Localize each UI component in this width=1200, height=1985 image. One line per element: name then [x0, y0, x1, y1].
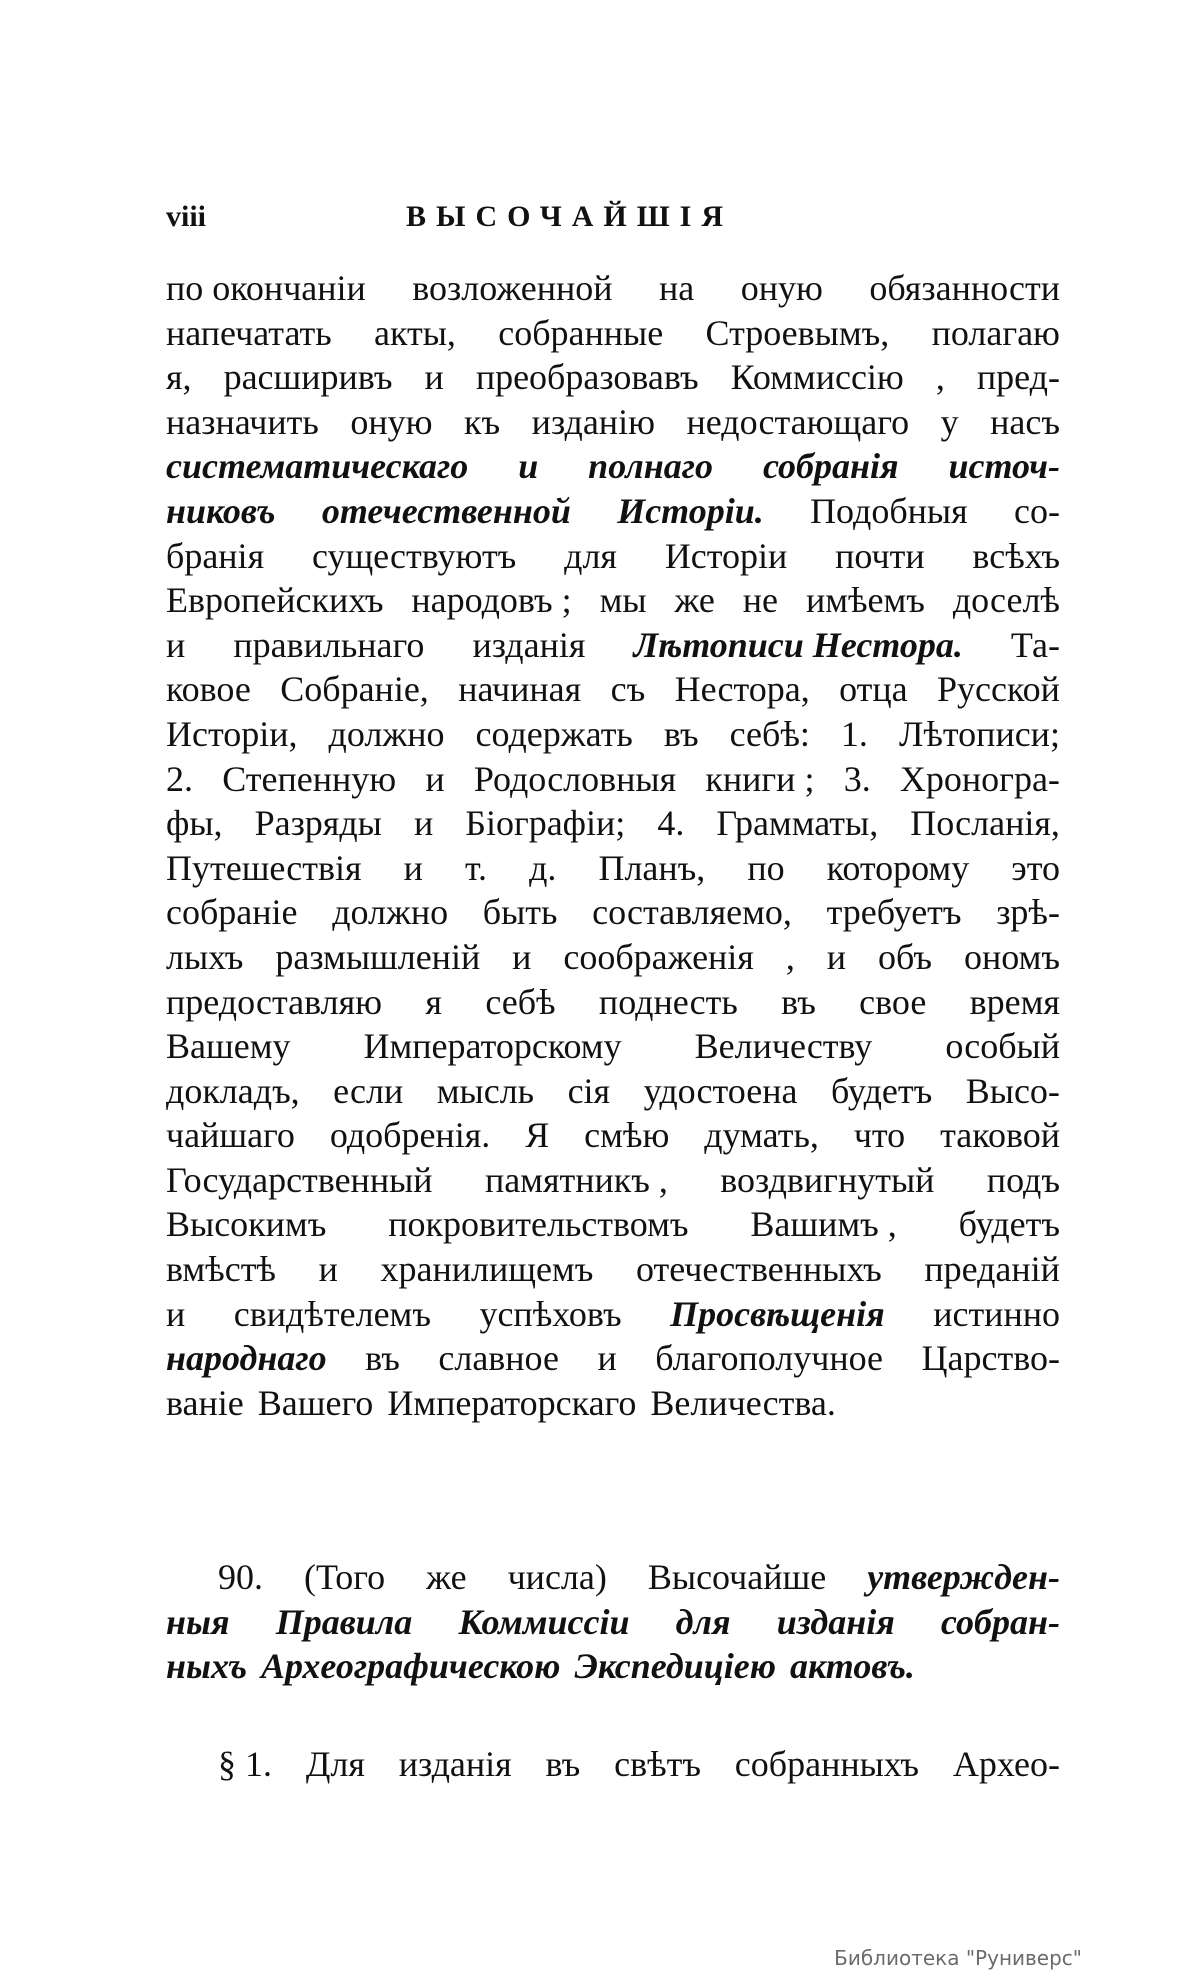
word: будетъ — [830, 1070, 933, 1111]
word: народнаго — [166, 1338, 327, 1379]
word: недостающаго — [686, 401, 910, 442]
word: мы — [599, 580, 647, 621]
text-line — [166, 1644, 1060, 1689]
word: со- — [1014, 490, 1060, 531]
text-line — [166, 266, 1060, 311]
word: же — [674, 580, 715, 621]
word: отца — [839, 669, 908, 710]
word: по окончаніи — [166, 268, 366, 308]
word: Архео- — [952, 1744, 1060, 1784]
word: систематическаго — [166, 446, 469, 487]
text-line — [166, 667, 1060, 712]
text-line — [166, 1069, 1060, 1114]
text-line — [166, 578, 1060, 623]
word: Вашего — [257, 1382, 374, 1423]
word: объ — [878, 936, 933, 977]
running-title: ВЫСОЧАЙШІЯ — [406, 200, 734, 233]
word: хранилищемъ — [380, 1249, 594, 1290]
word: отечественной — [321, 490, 571, 531]
word: Правила — [275, 1601, 413, 1642]
word: расширивъ — [223, 357, 393, 398]
word: Грамматы, — [716, 803, 879, 844]
word: актовъ. — [790, 1646, 915, 1687]
word: одобренія. — [329, 1115, 491, 1156]
text-line — [166, 980, 1060, 1025]
word: Строевымъ, — [705, 312, 890, 353]
word: 1. — [840, 713, 868, 754]
word: начиная — [458, 669, 582, 710]
word: , — [785, 936, 795, 977]
word: всѣхъ — [972, 535, 1060, 576]
word: Величеству — [694, 1026, 873, 1067]
word: благополучное — [655, 1338, 884, 1379]
word: Высо- — [965, 1070, 1060, 1111]
word: (Того — [304, 1557, 386, 1597]
word: 3. — [843, 758, 871, 799]
word: и — [166, 624, 186, 665]
word: полнаго — [588, 446, 714, 487]
word: время — [969, 981, 1060, 1022]
word: Высокимъ — [166, 1204, 327, 1245]
word: для — [564, 535, 617, 576]
word: въ — [663, 713, 699, 754]
text-line — [166, 444, 1060, 489]
word: и — [518, 446, 539, 487]
text-line — [166, 1158, 1060, 1203]
word: Лѣтописи; — [898, 713, 1060, 754]
word: что — [853, 1115, 906, 1156]
word: которому — [826, 847, 970, 888]
word: назначить — [166, 401, 319, 442]
word: Нестора, — [674, 669, 810, 710]
word: ныхъ — [166, 1646, 248, 1687]
word: т. — [464, 847, 487, 888]
word: удостоена — [643, 1070, 798, 1111]
word: Просвѣщенія — [670, 1293, 885, 1334]
word: 2. — [166, 758, 193, 799]
word: числа) — [507, 1557, 607, 1597]
word: таковой — [940, 1115, 1060, 1156]
page-number: viii — [166, 200, 207, 233]
text-line — [166, 311, 1060, 356]
word: книги ; — [705, 758, 815, 799]
word: преобразовавъ — [475, 357, 699, 398]
word: я, — [166, 357, 192, 398]
word: на — [659, 268, 695, 308]
word: предоставляю — [166, 981, 383, 1022]
word: Экспедиціею — [574, 1646, 777, 1687]
word: отечественныхъ — [635, 1249, 882, 1290]
word: преданій — [924, 1249, 1060, 1290]
text-line — [166, 1336, 1060, 1381]
word: Планъ, — [598, 847, 706, 888]
page-header — [150, 200, 1054, 240]
text-line — [166, 1202, 1060, 1247]
word: изданія — [776, 1601, 895, 1642]
text-line — [166, 1600, 1060, 1645]
word: воздвигнутый — [720, 1159, 935, 1200]
word: собран- — [940, 1601, 1060, 1642]
word: быть — [482, 892, 558, 933]
text-line — [166, 801, 1060, 846]
word: Исторіи, — [166, 713, 298, 754]
word: правильнаго — [233, 624, 425, 665]
word: Коммиссіи — [458, 1601, 630, 1642]
word: съ — [610, 669, 646, 710]
word: Степенную — [222, 758, 397, 799]
word: и — [318, 1249, 338, 1290]
word: свѣтъ — [614, 1744, 701, 1784]
word: собранныхъ — [734, 1744, 920, 1784]
word: составляемо, — [592, 892, 792, 933]
section-1-paragraph — [166, 1742, 1060, 1787]
word: Европейскихъ — [166, 580, 384, 621]
word: же — [426, 1557, 467, 1597]
word: и — [512, 936, 532, 977]
word: собранные — [498, 312, 664, 353]
word: и — [403, 847, 423, 888]
word: содержать — [475, 713, 633, 754]
word: Исторіи. — [617, 490, 764, 531]
word: Я — [525, 1115, 550, 1156]
word: лыхъ — [166, 936, 244, 977]
word: славное — [438, 1338, 559, 1379]
word: напечатать — [166, 312, 332, 353]
word: чайшаго — [166, 1115, 295, 1156]
word: въ — [781, 981, 816, 1022]
word: 90. — [218, 1557, 263, 1597]
word: это — [1011, 847, 1060, 888]
word: истинно — [933, 1293, 1060, 1334]
word: Государственный — [166, 1159, 433, 1200]
word: ваніе — [166, 1382, 244, 1423]
text-line — [166, 712, 1060, 757]
word: къ — [464, 401, 501, 442]
word: если — [333, 1070, 404, 1111]
word: изданія — [472, 624, 586, 665]
library-watermark: Библиотека "Руниверс" — [834, 1946, 1082, 1970]
word: Императорскаго — [387, 1382, 637, 1423]
section-90-heading — [166, 1555, 1060, 1689]
word: Та- — [1010, 624, 1060, 665]
text-line — [166, 757, 1060, 802]
word: въ — [365, 1338, 400, 1379]
word: будетъ — [958, 1204, 1060, 1245]
word: полагаю — [931, 312, 1060, 353]
word: я — [425, 981, 442, 1022]
word: собранія — [762, 446, 899, 487]
word: не — [742, 580, 779, 621]
word: ковое — [166, 669, 251, 710]
word: смѣю — [584, 1115, 670, 1156]
word: вмѣстѣ — [166, 1249, 276, 1290]
word: Археографическою — [261, 1646, 561, 1687]
word: возложенной — [412, 268, 613, 308]
word: Вашему — [166, 1026, 291, 1067]
word: и — [413, 803, 434, 844]
word: Путешествія — [166, 847, 362, 888]
text-line — [166, 1113, 1060, 1158]
word: пред- — [976, 357, 1060, 398]
text-line — [166, 534, 1060, 579]
word: собраніе — [166, 892, 298, 933]
word: у — [940, 401, 959, 442]
word: Подобныя — [810, 490, 968, 531]
word: Родословныя — [473, 758, 677, 799]
word: себѣ: — [729, 713, 810, 754]
word: поднесть — [598, 981, 738, 1022]
word: утвержден- — [867, 1557, 1060, 1597]
word: источ- — [948, 446, 1060, 487]
word: Русской — [937, 669, 1060, 710]
word: 4. — [657, 803, 685, 844]
word: докладъ, — [166, 1070, 300, 1111]
word: требуетъ — [826, 892, 962, 933]
text-line — [166, 1024, 1060, 1069]
word: себѣ — [485, 981, 556, 1022]
word: доселѣ — [952, 580, 1060, 621]
word: размышленій — [275, 936, 481, 977]
text-line — [166, 1247, 1060, 1292]
word: Хроногра- — [899, 758, 1060, 799]
word: соображенія — [563, 936, 754, 977]
word: § 1. — [218, 1744, 272, 1784]
word: Разряды — [254, 803, 382, 844]
word: думать, — [704, 1115, 819, 1156]
word: должно — [328, 713, 445, 754]
word: свое — [859, 981, 927, 1022]
word: Для — [305, 1744, 365, 1784]
word: д. — [529, 847, 557, 888]
text-line — [166, 1381, 1060, 1426]
word: Исторіи — [664, 535, 788, 576]
text-line — [166, 400, 1060, 445]
word: никовъ — [166, 490, 276, 531]
word: мысль — [436, 1070, 535, 1111]
word: памятникъ , — [484, 1159, 668, 1200]
word: Вашимъ , — [750, 1204, 897, 1245]
text-line — [166, 623, 1060, 668]
word: Высочайше — [647, 1557, 827, 1597]
text-line — [166, 489, 1060, 534]
word: и — [424, 357, 444, 398]
main-paragraph — [166, 266, 1060, 1425]
text-line — [166, 846, 1060, 891]
word: изданія — [398, 1744, 512, 1784]
word: должно — [332, 892, 449, 933]
word: народовъ ; — [411, 580, 572, 621]
word: сія — [567, 1070, 611, 1111]
word: почти — [835, 535, 925, 576]
word: оную — [740, 268, 823, 308]
word: въ — [545, 1744, 581, 1784]
word: Величества. — [650, 1382, 836, 1423]
word: изданію — [531, 401, 655, 442]
word: оную — [350, 401, 433, 442]
text-line — [166, 935, 1060, 980]
word: обязанности — [869, 268, 1060, 308]
word: Лѣтописи Нестора. — [633, 624, 963, 665]
word: подъ — [986, 1159, 1060, 1200]
text-line — [166, 1742, 1060, 1787]
word: и — [597, 1338, 617, 1379]
word: Біографіи; — [465, 803, 626, 844]
text-line — [166, 1555, 1060, 1600]
word: для — [675, 1601, 731, 1642]
word: успѣховъ — [479, 1293, 622, 1334]
word: и — [166, 1293, 186, 1334]
word: ныя — [166, 1601, 230, 1642]
word: свидѣтелемъ — [233, 1293, 431, 1334]
word: акты, — [373, 312, 456, 353]
word: покровительствомъ — [388, 1204, 689, 1245]
word: Императорскому — [363, 1026, 622, 1067]
text-line — [166, 890, 1060, 935]
word: Посланія, — [910, 803, 1060, 844]
word: ономъ — [964, 936, 1060, 977]
word: зрѣ- — [996, 892, 1060, 933]
word: Царство- — [921, 1338, 1060, 1379]
word: и — [826, 936, 847, 977]
word: существуютъ — [311, 535, 517, 576]
word: Собраніе, — [280, 669, 429, 710]
word: особый — [945, 1026, 1060, 1067]
word: Коммиссію — [730, 357, 904, 398]
word: , — [935, 357, 945, 398]
word: по — [747, 847, 785, 888]
word: и — [425, 758, 445, 799]
text-line — [166, 1292, 1060, 1337]
word: имѣемъ — [805, 580, 925, 621]
word: фы, — [166, 803, 223, 844]
word: насъ — [990, 401, 1060, 442]
word: бранія — [166, 535, 265, 576]
text-line — [166, 355, 1060, 400]
